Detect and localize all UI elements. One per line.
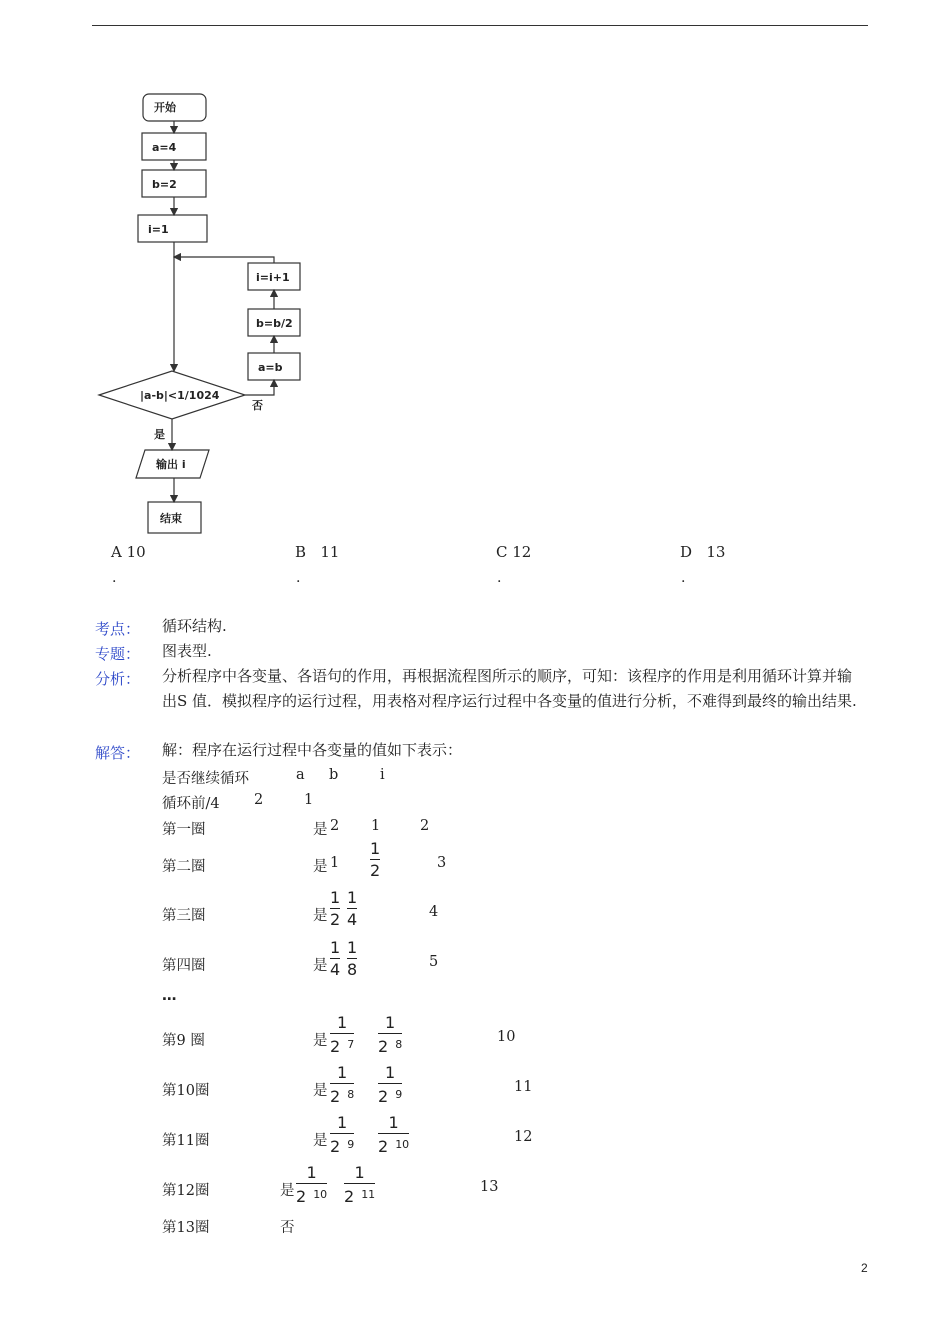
option-a: A 10 bbox=[111, 543, 146, 561]
table-row-label: 第一圈 bbox=[162, 822, 206, 838]
table-row-label: 第10圈 bbox=[162, 1083, 210, 1099]
table-row-a: 1 2 $^7$ bbox=[330, 1013, 355, 1056]
zhuanti-text: 图表型. bbox=[162, 642, 212, 660]
table-row-label: 第四圈 bbox=[162, 958, 206, 974]
table-row-a: 1 4 bbox=[330, 938, 341, 979]
flowchart bbox=[92, 88, 322, 538]
fenxi-text: 分析程序中各变量、各语句的作用，再根据流程图所示的顺序，可知：该程序的作用是利用循环计算并输出S 值．模拟程序的运行过程，用表格对程序运行过程中各变量的值进行分析，不难得到最终的输出结果. bbox=[162, 667, 857, 710]
table-row-b: 1 bbox=[371, 818, 381, 834]
jieda-text: 解：程序在运行过程中各变量的值如下表示： bbox=[162, 741, 463, 759]
no-label: 否 bbox=[252, 399, 263, 412]
table-row-b: 1 2 $^8$ bbox=[378, 1013, 403, 1056]
table-row-i: 5 bbox=[429, 954, 439, 970]
table-row-cont: 是 bbox=[313, 1033, 328, 1049]
table-row-b: 1 2 bbox=[370, 839, 381, 880]
table-row-i: 11 bbox=[514, 1079, 533, 1095]
table-row-label: 第12圈 bbox=[162, 1183, 210, 1199]
table-row-label: 第9 圈 bbox=[162, 1033, 205, 1049]
inc-i-label: i=i+1 bbox=[256, 271, 290, 284]
table-row-a: 1 2 $^9$ bbox=[330, 1113, 355, 1156]
table-row-b: 1 2 $^{11}$ bbox=[344, 1163, 376, 1206]
zhuanti-label: 专题： bbox=[95, 645, 141, 663]
table-row-a: 1 2 bbox=[330, 888, 341, 929]
table-row-i: 2 bbox=[420, 818, 430, 834]
condition-label: |a-b|<1/1024 bbox=[140, 389, 220, 402]
table-row-i: 4 bbox=[429, 904, 439, 920]
table-row-i: 3 bbox=[437, 855, 447, 871]
table-header-i: i bbox=[380, 767, 385, 783]
table-row-cont: 否 bbox=[280, 1220, 295, 1236]
option-d-dot: . bbox=[681, 570, 686, 586]
table-row-a: 2 bbox=[330, 818, 340, 834]
table-row-b: 1 2 $^{10}$ bbox=[378, 1113, 410, 1156]
table-row-cont: 是 bbox=[280, 1183, 295, 1199]
jieda-label: 解答： bbox=[95, 744, 141, 762]
table-row-i: 12 bbox=[514, 1129, 533, 1145]
end-label: 结束 bbox=[160, 512, 182, 525]
kaodian-label: 考点： bbox=[95, 620, 141, 638]
table-row-cont: 是 bbox=[313, 1083, 328, 1099]
i-init-label: i=1 bbox=[148, 223, 169, 236]
table-row-a: 1 bbox=[330, 855, 340, 871]
table-row-label: 第二圈 bbox=[162, 859, 206, 875]
header-rule bbox=[92, 25, 868, 26]
table-row-a: 1 2 $^8$ bbox=[330, 1063, 355, 1106]
half-b-label: b=b/2 bbox=[256, 317, 293, 330]
option-c: C 12 bbox=[496, 543, 532, 561]
table-header-b: b bbox=[329, 767, 339, 783]
table-row-b: 1 4 bbox=[347, 888, 358, 929]
table-before-i: 1 bbox=[304, 792, 314, 808]
option-c-dot: . bbox=[497, 570, 502, 586]
start-label: 开始 bbox=[154, 101, 176, 114]
table-row-i: 10 bbox=[497, 1029, 516, 1045]
kaodian-text: 循环结构. bbox=[162, 617, 227, 635]
table-row-a: 1 2 $^{10}$ bbox=[296, 1163, 328, 1206]
table-row-cont: 是 bbox=[313, 859, 328, 875]
table-before-b: 2 bbox=[254, 792, 264, 808]
table-row-label: 第13圈 bbox=[162, 1220, 210, 1236]
option-b: B 11 bbox=[295, 543, 340, 561]
output-label: 输出 i bbox=[156, 458, 186, 471]
table-row-b: 1 8 bbox=[347, 938, 358, 979]
b-init-label: b=2 bbox=[152, 178, 177, 191]
table-row-b: 1 2 $^9$ bbox=[378, 1063, 403, 1106]
a-init-label: a=4 bbox=[152, 141, 177, 154]
table-row-cont: 是 bbox=[313, 1133, 328, 1149]
option-d: D 13 bbox=[680, 543, 726, 561]
table-ellipsis: … bbox=[162, 988, 177, 1004]
table-before-label: 循环前/4 bbox=[162, 796, 220, 812]
table-row-i: 13 bbox=[480, 1179, 499, 1195]
table-row-label: 第三圈 bbox=[162, 908, 206, 924]
table-row-cont: 是 bbox=[313, 908, 328, 924]
option-a-dot: . bbox=[112, 570, 117, 586]
table-row-cont: 是 bbox=[313, 822, 328, 838]
option-b-dot: . bbox=[296, 570, 301, 586]
table-row-cont: 是 bbox=[313, 958, 328, 974]
fenxi-label: 分析： bbox=[95, 670, 141, 688]
page-number: 2 bbox=[861, 1261, 868, 1275]
table-header-cont: 是否继续循环 bbox=[162, 771, 249, 787]
table-row-label: 第11圈 bbox=[162, 1133, 210, 1149]
set-a-label: a=b bbox=[258, 361, 283, 374]
table-header-a: a bbox=[296, 767, 305, 783]
yes-label: 是 bbox=[154, 428, 165, 441]
